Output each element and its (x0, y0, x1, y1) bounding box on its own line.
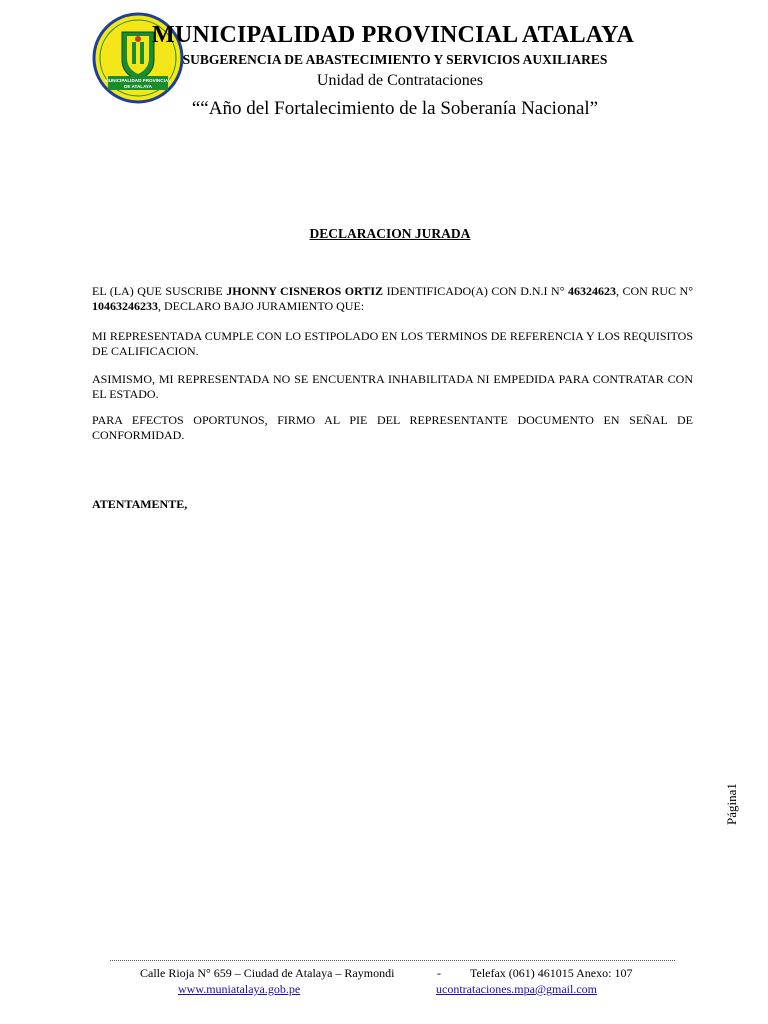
paragraph-signature: PARA EFECTOS OPORTUNOS, FIRMO AL PIE DEL REPRESENTANTE DOCUMENTO EN SEÑAL DE CONFORMIDAD. (92, 413, 693, 442)
declarant-name: JHONNY CISNEROS ORTIZ (226, 284, 384, 298)
logo-text-line-1: MUNICIPALIDAD PROVINCIAL (104, 78, 172, 83)
document-title: DECLARACION JURADA (309, 226, 471, 241)
footer-separator: - (437, 966, 441, 980)
footer-website-link[interactable]: www.muniatalaya.gob.pe (178, 982, 301, 996)
paragraph-declarant (92, 284, 693, 314)
logo-text-line-2: DE ATALAYA (124, 84, 152, 89)
paragraph-compliance: MI REPRESENTADA CUMPLE CON LO ESTIPOLADO EN LOS TERMINOS DE REFERENCIA Y LOS REQUISITOS DE CALIFICACION. (92, 329, 693, 358)
header-subtitle: SUBGERENCIA DE ABASTECIMIENTO Y SERVICIOS AUXILIARES (182, 52, 608, 67)
footer-email-link[interactable]: ucontrataciones.mpa@gmail.com (436, 982, 597, 996)
dni-number: 46324623 (568, 284, 617, 298)
p1-text-3: , CON RUC N° (616, 284, 693, 298)
page-number-label: Página1 (724, 783, 739, 825)
footer-phone: Telefax (061) 461015 Anexo: 107 (470, 966, 633, 980)
year-motto: ““Año del Fortalecimiento de la Soberanía Nacional” (191, 98, 599, 119)
ruc-number: 10463246233 (92, 299, 158, 313)
p1-text-1: EL (LA) QUE SUSCRIBE (92, 284, 227, 298)
p1-text-2: IDENTIFICADO(A) CON D.N.I N° (383, 284, 569, 298)
p1-text-4: , DECLARO BAJO JURAMIENTO QUE: (158, 299, 365, 313)
header-unit: Unidad de Contrataciones (316, 72, 484, 89)
footer-divider (110, 960, 675, 961)
footer-address: Calle Rioja N° 659 – Ciudad de Atalaya – Raymondi (140, 966, 395, 980)
header-title: MUNICIPALIDAD PROVINCIAL ATALAYA (151, 22, 635, 48)
paragraph-not-disqualified: ASIMISMO, MI REPRESENTADA NO SE ENCUENTRA INHABILITADA NI EMPEDIDA PARA CONTRATAR CON EL ESTADO. (92, 372, 693, 401)
closing-text: ATENTAMENTE, (92, 497, 188, 511)
